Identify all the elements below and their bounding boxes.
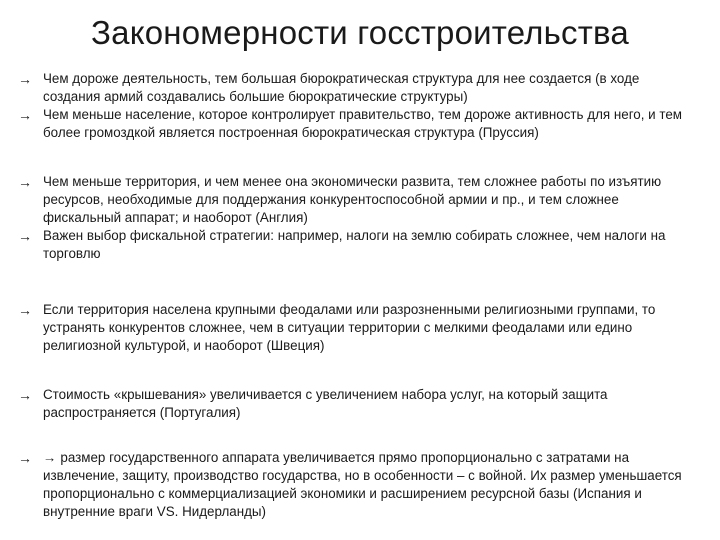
right-arrow-icon: →	[18, 71, 32, 87]
bullet-text: Чем дороже деятельность, тем большая бюрократическая структура для нее создается (в ходе создания армий создавались большие бюрократические структуры)	[43, 71, 640, 104]
bullet-group	[18, 386, 698, 422]
bullet-item	[18, 301, 698, 355]
bullet-item	[18, 70, 698, 106]
bullet-text: размер государственного аппарата увеличивается прямо пропорционально с затратами на извлечение, защиту, производство государства, но в особенности – с войной. Их размер уменьшается пропорционально с коммерциализацией экономики и расширением ресурсной базы (Испания и внутренние враги VS. Нидерланды)	[43, 450, 682, 519]
right-arrow-icon: →	[18, 302, 32, 318]
bullet-item	[18, 173, 698, 227]
bullet-item	[18, 386, 698, 422]
bullet-text: Если территория населена крупными феодалами или разрозненными религиозными группами, то устранять конкурентов сложнее, чем в ситуации территории с мелкими феодалами или едино религиозной культурой, и наоборот (Швеция)	[43, 302, 656, 353]
bullet-group	[18, 70, 698, 142]
inline-arrow-icon: →	[43, 450, 57, 465]
bullet-item	[18, 449, 698, 521]
bullet-group	[18, 173, 698, 263]
bullet-item	[18, 227, 698, 263]
right-arrow-icon: →	[18, 174, 32, 190]
right-arrow-icon: →	[18, 107, 32, 123]
bullet-text: Чем меньше территория, и чем менее она экономически развита, тем сложнее работы по изъятию ресурсов, необходимые для поддержания конкурентоспособной армии и пр., и тем сложнее фискальный аппарат; и наоборот (Англия)	[43, 174, 662, 225]
bullet-text: Стоимость «крышевания» увеличивается с увеличением набора услуг, на который защита распространяется (Португалия)	[43, 387, 608, 420]
right-arrow-icon: →	[18, 387, 32, 403]
bullet-group	[18, 301, 698, 355]
bullet-group	[18, 449, 698, 521]
bullet-text: Важен выбор фискальной стратегии: например, налоги на землю собирать сложнее, чем налоги на торговлю	[43, 228, 666, 261]
slide-title: Закономерности госстроительства	[91, 14, 629, 51]
bullet-text: Чем меньше население, которое контролирует правительство, тем дороже активность для него, и тем более громоздкой является построенная бюрократическая структура (Пруссия)	[43, 107, 683, 140]
right-arrow-icon: →	[18, 228, 32, 244]
right-arrow-icon: →	[18, 450, 32, 466]
bullet-item	[18, 106, 698, 142]
